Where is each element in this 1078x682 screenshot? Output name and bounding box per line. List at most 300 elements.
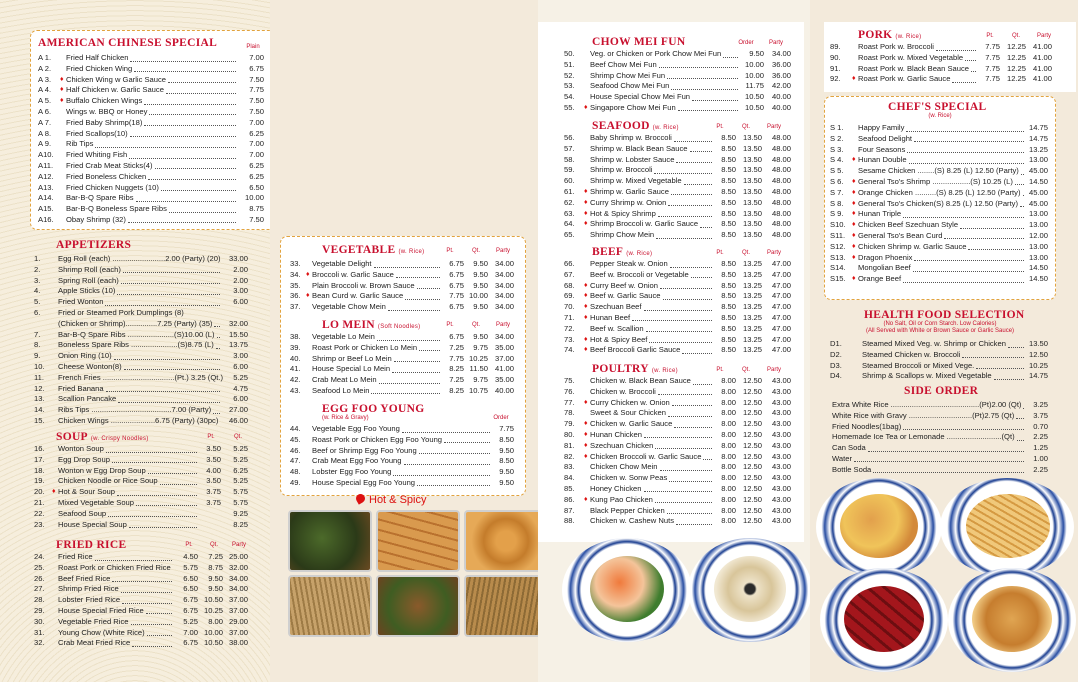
- menu-item: [34, 276, 250, 287]
- item-name: Hot & Sour Soup: [58, 487, 115, 497]
- item-price: 13.50: [742, 165, 762, 175]
- menu-item: [830, 465, 1050, 476]
- item-price: 8.00: [721, 494, 736, 504]
- item-name: Steamed Broccoli or Mixed Vege.: [862, 360, 975, 370]
- item-price: 13.50: [742, 186, 762, 196]
- menu-item: [34, 617, 250, 628]
- dot-leader: [676, 524, 712, 525]
- menu-item: [830, 454, 1050, 465]
- menu-item: [290, 343, 518, 354]
- item-number: 55.: [564, 102, 575, 112]
- item-number: 70.: [564, 302, 575, 312]
- item-price: 12.50: [742, 440, 762, 450]
- item-price: 8.50: [721, 230, 736, 240]
- item-name: Beef or Shrimp Egg Foo Young: [312, 445, 417, 455]
- seafood-col-pt: Pt.: [716, 124, 724, 130]
- menu-item: [34, 487, 250, 498]
- item-price: 35.00: [494, 375, 514, 385]
- chili-pepper-icon: ♦: [60, 86, 64, 94]
- menu-item: [564, 209, 802, 220]
- item-name: Beef w. Garlic Sauce: [590, 291, 661, 301]
- food-photo-spare-ribs: [844, 586, 924, 652]
- food-photo-chicken-fries: [966, 494, 1050, 558]
- dot-leader: [903, 282, 1024, 283]
- item-number: 7.: [34, 329, 41, 339]
- item-number: D3.: [830, 360, 842, 370]
- menu-item: [34, 476, 250, 487]
- item-number: 61.: [564, 186, 575, 196]
- menu-item: [564, 345, 802, 356]
- menu-item: [34, 265, 250, 276]
- item-price: 9.50: [208, 573, 223, 583]
- item-price: 8.00: [721, 419, 736, 429]
- item-price: 47.00: [771, 345, 791, 355]
- dot-leader: [117, 495, 197, 496]
- item-name: Vegetable Lo Mein: [312, 332, 375, 341]
- item-name: Shrimp Chow Mein: [590, 230, 655, 240]
- item-price: 8.00: [208, 616, 223, 626]
- item-price: 7.75: [985, 63, 1000, 73]
- item-number: 64.: [564, 219, 575, 229]
- dot-leader: [124, 369, 220, 370]
- chow-mei-fun-col-order: Order: [738, 40, 754, 46]
- dot-leader: [1016, 418, 1024, 419]
- item-price: 12.50: [742, 376, 762, 385]
- item-name: Wings w. BBQ or Honey: [66, 106, 148, 116]
- item-price: 15.50: [228, 329, 248, 339]
- item-price: 3.50: [206, 454, 221, 464]
- side-order-title: SIDE ORDER: [904, 385, 979, 397]
- menu-item: [564, 198, 802, 209]
- item-name: Crab Meat Egg Foo Young: [312, 456, 402, 466]
- item-number: 51.: [564, 59, 575, 69]
- item-price: 10.50: [203, 595, 223, 605]
- menu-item: [830, 155, 1050, 166]
- item-name: Fried Boneless Chicken: [66, 171, 147, 181]
- menu-item: [830, 42, 1074, 53]
- item-number: A 8.: [38, 128, 52, 138]
- menu-item: [564, 155, 802, 166]
- item-price: 6.00: [233, 297, 248, 307]
- item-price: 48.00: [771, 197, 791, 207]
- menu-item: [564, 291, 802, 302]
- item-price: 36.00: [771, 59, 791, 69]
- item-name: Mixed Vegetable Soup: [58, 497, 134, 507]
- item-price: 8.50: [721, 219, 736, 229]
- menu-item: [564, 259, 802, 270]
- item-name: Extra White Rice ..........................................(Pt)2.00 (Qt): [832, 400, 1022, 409]
- item-price: 6.75: [183, 605, 198, 615]
- item-price: 34.00: [771, 49, 791, 58]
- dot-leader: [106, 452, 197, 453]
- item-price: 10.00: [744, 70, 764, 80]
- item-name: Can Soda: [832, 443, 866, 453]
- item-number: S 7.: [830, 187, 844, 197]
- menu-item: [564, 144, 802, 155]
- menu-item: [34, 638, 250, 649]
- chili-pepper-icon: ♦: [306, 292, 310, 300]
- item-price: 7.25: [449, 342, 464, 352]
- dot-leader: [659, 67, 738, 68]
- dot-leader: [723, 57, 738, 58]
- item-number: 8.: [34, 340, 41, 350]
- seafood-col-qt: Qt.: [741, 124, 750, 130]
- item-name: Seafood Soup: [58, 508, 107, 518]
- item-price: 6.75: [449, 302, 464, 312]
- item-price: 13.25: [742, 259, 762, 268]
- item-name: Vegetable Egg Foo Young: [312, 424, 400, 433]
- seafood-col-party: Party: [766, 124, 781, 130]
- menu-item: [830, 242, 1050, 253]
- item-number: 6.: [34, 307, 41, 317]
- item-number: 63.: [564, 208, 575, 218]
- item-price: 6.75: [449, 259, 464, 268]
- item-number: 33.: [290, 259, 301, 268]
- item-price: 7.75: [449, 291, 464, 301]
- item-price: 12.25: [1006, 74, 1026, 84]
- chili-pepper-icon: ♦: [60, 97, 64, 105]
- menu-item: [564, 313, 802, 324]
- menu-item: [564, 270, 802, 281]
- health-food-title: HEALTH FOOD SELECTION: [864, 309, 1025, 321]
- menu-item: [830, 166, 1050, 177]
- dot-leader: [676, 162, 712, 163]
- health-food-sub2: (All Served with White or Brown Sauce or Garlic Sauce): [865, 328, 1015, 334]
- item-price: 8.00: [721, 483, 736, 493]
- menu-item: [290, 478, 518, 489]
- beef-col-qt: Qt.: [741, 250, 750, 256]
- item-price: 5.75: [233, 497, 248, 507]
- item-price: 43.00: [771, 462, 791, 472]
- poultry-title: POULTRY (w. Rice): [592, 363, 678, 375]
- item-price: 43.00: [771, 483, 791, 493]
- chili-pepper-icon: ♦: [584, 452, 588, 460]
- chili-pepper-icon: ♦: [852, 188, 856, 196]
- item-number: 25.: [34, 562, 45, 572]
- item-price: 0.70: [1033, 421, 1048, 431]
- chili-pepper-icon: ♦: [852, 221, 856, 229]
- item-name: Shrimp w. Broccoli: [590, 165, 653, 175]
- dot-leader: [660, 288, 712, 289]
- item-price: 4.00: [206, 465, 221, 475]
- menu-item: [34, 574, 250, 585]
- item-price: 41.00: [1032, 63, 1052, 73]
- item-price: 34.00: [494, 302, 514, 312]
- item-name: Chicken Broccoli w. Garlic Sauce: [590, 451, 702, 461]
- item-number: A13.: [38, 182, 54, 192]
- item-number: 44.: [290, 424, 301, 433]
- item-price: 41.00: [1032, 52, 1052, 62]
- item-name: Steamed Mixed Veg. w. Shrimp or Chicken: [862, 339, 1006, 348]
- item-price: 47.00: [771, 302, 791, 312]
- american-special-title: AMERICAN CHINESE SPECIAL: [38, 37, 218, 49]
- item-price: 10.50: [203, 638, 223, 648]
- dot-leader: [136, 505, 197, 506]
- item-price: 13.25: [1028, 144, 1048, 154]
- chili-pepper-icon: ♦: [852, 177, 856, 185]
- pork-col-party: Party: [1036, 33, 1051, 39]
- item-name: Seafood Delight: [858, 133, 913, 143]
- item-number: 10.: [34, 361, 45, 371]
- dot-leader: [913, 271, 1024, 272]
- item-price: 45.00: [1028, 187, 1048, 197]
- item-price: 1.00: [1033, 453, 1048, 463]
- item-price: 13.25: [742, 345, 762, 355]
- dot-leader: [402, 432, 490, 433]
- item-price: 43.00: [771, 516, 791, 526]
- item-price: 43.00: [771, 408, 791, 418]
- item-name: Beef Broccoli Garlic Sauce: [590, 345, 681, 355]
- dot-leader: [105, 305, 220, 306]
- item-name: Fried or Steamed Pork Dumplings (8): [58, 307, 184, 317]
- dot-leader: [214, 326, 220, 327]
- dot-leader: [1020, 206, 1024, 207]
- chili-pepper-icon: ♦: [852, 210, 856, 218]
- menu-item: [830, 361, 1050, 372]
- item-name: Hunan Triple: [858, 209, 902, 219]
- chili-pepper-icon: ♦: [584, 292, 588, 300]
- dot-leader: [649, 342, 712, 343]
- dot-leader: [136, 201, 236, 202]
- food-photo-dumplings: [714, 556, 786, 622]
- item-number: 30.: [34, 616, 45, 626]
- item-price: 6.25: [249, 128, 264, 138]
- item-price: 41.00: [1032, 74, 1052, 84]
- dot-leader: [672, 405, 712, 406]
- item-price: 9.50: [473, 259, 488, 268]
- item-price: 13.00: [1028, 155, 1048, 165]
- item-name: Ribs Tips ......................................7.00 (Party): [58, 405, 212, 415]
- menu-item: [564, 81, 802, 92]
- menu-item: [830, 339, 1050, 350]
- item-price: 10.00: [244, 193, 264, 203]
- menu-item: [564, 49, 802, 60]
- item-name: Fried Chicken Nuggets (10): [66, 182, 159, 192]
- item-price: 13.00: [1028, 209, 1048, 219]
- item-price: 12.50: [742, 397, 762, 407]
- item-price: 12.25: [1006, 52, 1026, 62]
- item-number: 1.: [34, 254, 41, 263]
- item-name: Beef w. Scallion: [590, 323, 644, 333]
- item-name: Hunan Double: [858, 155, 907, 165]
- dot-leader: [1023, 408, 1024, 409]
- item-number: 76.: [564, 386, 575, 396]
- dot-leader: [646, 331, 712, 332]
- item-price: 12.50: [742, 419, 762, 429]
- item-number: 19.: [34, 476, 45, 486]
- item-price: 13.25: [742, 280, 762, 290]
- item-number: A 1.: [38, 53, 52, 62]
- item-price: 14.75: [1028, 133, 1048, 143]
- item-name: House Special Soup: [58, 519, 127, 529]
- item-name: Chicken Wings .....................6.75 (Party) (30pc): [58, 415, 219, 425]
- item-name: Sesame Chicken ........(S) 8.25 (L) 12.50 (Party): [858, 166, 1019, 176]
- item-name: Broccoli w. Garlic Sauce: [312, 269, 394, 279]
- chili-pepper-icon: ♦: [852, 231, 856, 239]
- dot-leader: [374, 267, 440, 268]
- item-price: 6.50: [183, 573, 198, 583]
- item-price: 8.50: [721, 165, 736, 175]
- item-name: General Tso's Shrimp ..................(S) 10.25 (L): [858, 176, 1013, 186]
- chili-pepper-icon: ♦: [60, 75, 64, 83]
- item-name: Chicken w. Garlic Sauce: [590, 419, 673, 429]
- item-price: 6.25: [249, 171, 264, 181]
- item-price: 8.00: [721, 386, 736, 396]
- item-name: Beef Fried Rice: [58, 573, 111, 583]
- vegetable-col-qt: Qt.: [471, 248, 480, 254]
- item-name: Shrimp Fried Rice: [58, 584, 119, 594]
- item-price: 37.00: [228, 595, 248, 605]
- item-number: A12.: [38, 171, 54, 181]
- menu-item: [830, 53, 1074, 64]
- menu-item: [564, 187, 802, 198]
- item-price: 13.50: [742, 154, 762, 164]
- dot-leader: [658, 394, 712, 395]
- menu-item: [564, 495, 802, 506]
- dot-leader: [976, 368, 1024, 369]
- item-name: Roast Pork or Chicken Fried Rice: [58, 562, 171, 572]
- item-price: 5.25: [233, 476, 248, 486]
- item-name: General Tso's Bean Curd: [858, 230, 943, 240]
- item-name: Chicken Wing w Garlic Sauce: [66, 74, 167, 84]
- item-number: 32.: [34, 638, 45, 648]
- item-number: A 9.: [38, 139, 52, 149]
- item-price: 8.50: [499, 456, 514, 466]
- item-number: 9.: [34, 351, 41, 361]
- item-number: A15.: [38, 204, 54, 214]
- dot-leader: [95, 147, 236, 148]
- health-food-sub1: (No Salt, Oil or Corn Starch. Low Calories): [883, 321, 997, 327]
- item-price: 14.75: [1028, 123, 1048, 132]
- dot-leader: [667, 513, 712, 514]
- item-number: 59.: [564, 165, 575, 175]
- item-number: 86.: [564, 494, 575, 504]
- item-price: 13.50: [1028, 339, 1048, 348]
- item-number: 75.: [564, 376, 575, 385]
- item-name: Pepper Steak w. Onion: [590, 259, 668, 268]
- item-name: Hunan Chicken: [590, 429, 642, 439]
- item-price: 13.25: [742, 334, 762, 344]
- item-price: 13.25: [742, 312, 762, 322]
- menu-item: [34, 362, 250, 373]
- dot-leader: [965, 60, 976, 61]
- item-price: 3.25: [1033, 400, 1048, 409]
- chili-pepper-icon: ♦: [584, 441, 588, 449]
- menu-item: [564, 335, 802, 346]
- item-price: 9.75: [473, 375, 488, 385]
- item-number: 88.: [564, 516, 575, 526]
- item-price: 34.00: [494, 259, 514, 268]
- item-price: 11.50: [469, 364, 488, 374]
- menu-item: [564, 516, 802, 527]
- dot-leader: [166, 93, 236, 94]
- menu-item: [564, 92, 802, 103]
- lo-mein-col-qt: Qt.: [471, 322, 480, 328]
- item-number: S14.: [830, 263, 846, 273]
- dot-leader: [379, 383, 440, 384]
- item-price: 8.00: [721, 451, 736, 461]
- item-price: 8.25: [449, 364, 464, 374]
- menu-item: [34, 340, 250, 351]
- dot-leader: [684, 184, 712, 185]
- item-price: 13.25: [742, 323, 762, 333]
- item-price: 10.00: [203, 627, 223, 637]
- dot-leader: [682, 353, 712, 354]
- item-price: 8.50: [721, 302, 736, 312]
- item-price: 40.00: [771, 92, 791, 102]
- menu-item: [34, 606, 250, 617]
- item-name: Sweet & Sour Chicken: [590, 408, 666, 418]
- dot-leader: [644, 310, 712, 311]
- item-price: 32.00: [228, 562, 248, 572]
- item-name: Homemade Ice Tea or Lemonade ..........................(Qt): [832, 432, 1015, 442]
- item-number: 23.: [34, 519, 45, 529]
- menu-item: [564, 387, 802, 398]
- menu-item: [290, 467, 518, 478]
- item-price: 36.00: [771, 70, 791, 80]
- item-price: 48.00: [771, 143, 791, 153]
- item-price: 41.00: [494, 364, 514, 374]
- chili-pepper-icon: ♦: [584, 313, 588, 321]
- egg-foo-young-list: [290, 424, 518, 489]
- item-price: 7.50: [249, 74, 264, 84]
- item-number: A 7.: [38, 117, 52, 127]
- item-number: 5.: [34, 297, 41, 307]
- item-number: 36.: [290, 291, 301, 301]
- item-price: 9.25: [233, 508, 248, 518]
- dot-leader: [644, 491, 712, 492]
- poultry-col-qt: Qt.: [741, 367, 750, 373]
- item-number: 13.: [34, 394, 45, 404]
- vegetable-col-party: Party: [495, 248, 510, 254]
- item-price: 8.50: [721, 291, 736, 301]
- item-price: 14.50: [1028, 176, 1048, 186]
- item-name: Hot & Spicy Beef: [590, 334, 648, 344]
- menu-item: [830, 432, 1050, 443]
- menu-item: [34, 563, 250, 574]
- item-price: 45.00: [1028, 166, 1048, 176]
- food-photo-fried-chicken: [464, 510, 548, 572]
- item-name: Orange Beef: [858, 274, 902, 284]
- item-price: 9.50: [473, 280, 488, 290]
- menu-item: [564, 71, 802, 82]
- dot-leader: [114, 359, 220, 360]
- item-name: Egg Roll (each) .........................2.00 (Party) (20): [58, 254, 221, 263]
- item-name: Young Chow (White Rice): [58, 627, 145, 637]
- chili-pepper-icon: ♦: [584, 103, 588, 111]
- item-price: 13.00: [1028, 252, 1048, 262]
- item-number: 41.: [290, 364, 301, 374]
- side-order-list: [830, 400, 1050, 476]
- item-number: 37.: [290, 302, 301, 312]
- menu-item: [564, 176, 802, 187]
- item-price: 2.25: [1033, 464, 1048, 474]
- menu-item: [34, 509, 250, 520]
- item-number: 34.: [290, 269, 301, 279]
- item-name: Bar-B-Q Boneless Spare Ribs: [66, 204, 167, 214]
- item-price: 7.00: [249, 150, 264, 160]
- item-number: 16.: [34, 444, 45, 453]
- menu-item: [34, 319, 250, 330]
- dot-leader: [674, 427, 712, 428]
- item-name: Crab Meat Lo Mein: [312, 375, 377, 385]
- item-price: 8.50: [721, 208, 736, 218]
- item-name: Roast Pork or Chicken Egg Foo Young: [312, 434, 443, 444]
- egg-foo-young-sub: (w. Rice & Gravy): [322, 415, 369, 421]
- item-price: 5.75: [183, 562, 198, 572]
- item-price: 37.00: [494, 353, 514, 363]
- item-price: 13.75: [228, 340, 248, 350]
